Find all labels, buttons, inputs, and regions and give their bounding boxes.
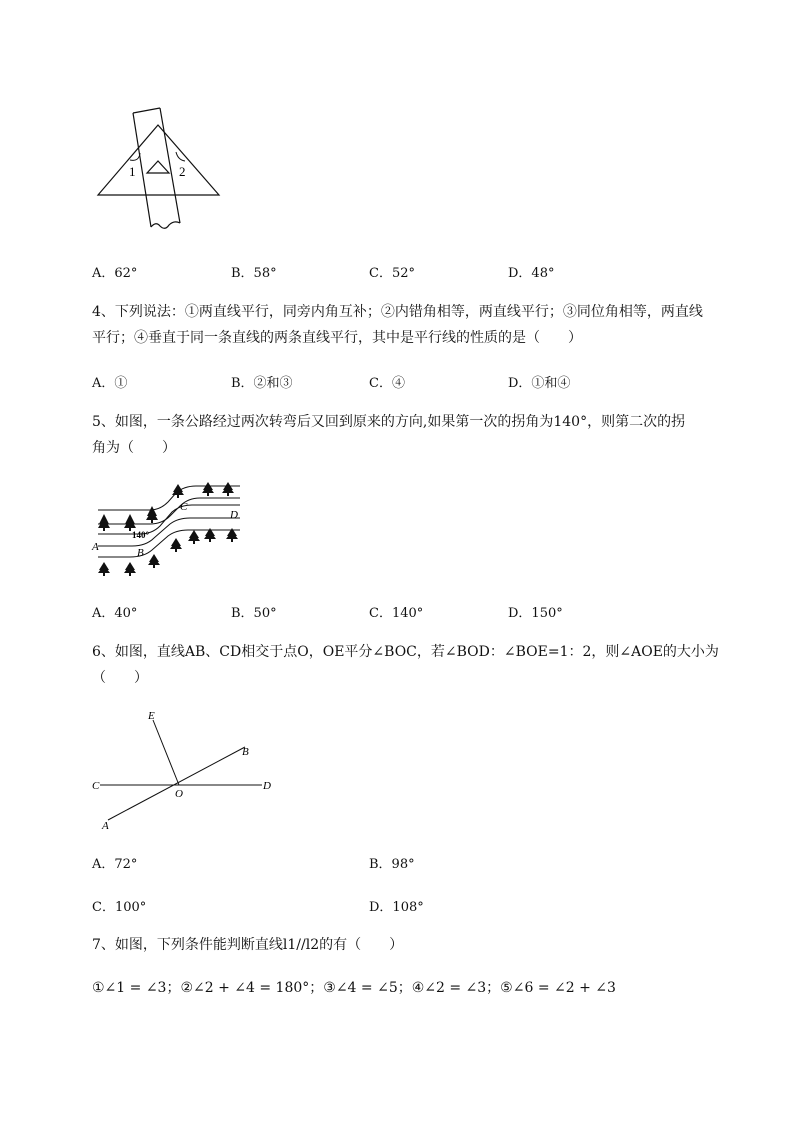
q7-stem: 7、如图，下列条件能判断直线l1//l2的有（ ） (92, 937, 404, 953)
q6-option-b[interactable]: B．98° (369, 857, 415, 872)
q5-option-a[interactable]: A．40° (92, 606, 138, 621)
q6-stem-line2: （ ） (92, 670, 148, 686)
q5-road-figure (90, 478, 250, 582)
q5-stem-line1: 5、如图，一条公路经过两次转弯后又回到原来的方向,如果第一次的拐角为140°，则第二次的拐 (92, 414, 686, 430)
point-c-label: C (92, 780, 100, 792)
q3-option-c[interactable]: C．52° (369, 266, 415, 281)
point-d-label: D (230, 509, 238, 521)
q4-option-b[interactable]: B．②和③ (231, 376, 293, 391)
point-b-label: B (137, 547, 144, 559)
angle-140-label: 140° (132, 530, 150, 540)
q5-option-c[interactable]: C．140° (369, 606, 424, 621)
tree-icons (98, 482, 238, 576)
q5-stem-line2: 角为（ ） (92, 440, 176, 456)
q3-option-d[interactable]: D．48° (508, 266, 555, 281)
point-b-label: B (242, 746, 249, 758)
q6-option-a[interactable]: A．72° (92, 857, 138, 872)
angle-1-label: 1 (129, 164, 136, 179)
q6-figure (90, 705, 280, 833)
q4-stem-line1: 4、下列说法：①两直线平行，同旁内角互补；②内错角相等，两直线平行；③同位角相等，两直线 (92, 304, 703, 320)
q4-option-d[interactable]: D．①和④ (508, 376, 571, 391)
q5-option-d[interactable]: D．150° (508, 606, 563, 621)
q7-conditions: ①∠1 = ∠3；②∠2 + ∠4 = 180°；③∠4 = ∠5；④∠2 = ∠3；⑤∠6 = ∠2 + ∠3 (92, 980, 616, 996)
q6-option-d[interactable]: D．108° (369, 900, 424, 915)
q4-stem-line2: 平行；④垂直于同一条直线的两条直线平行，其中是平行线的性质的是（ ） (92, 330, 582, 346)
q6-option-c[interactable]: C．100° (92, 900, 147, 915)
point-e-label: E (148, 710, 155, 722)
point-o-label: O (175, 788, 183, 800)
q5-option-b[interactable]: B．50° (231, 606, 277, 621)
point-c-label: C (180, 501, 188, 513)
q4-option-a[interactable]: A．① (92, 376, 128, 391)
point-a-label: A (102, 820, 109, 832)
q3-option-a[interactable]: A．62° (92, 266, 138, 281)
q6-stem-line1: 6、如图，直线AB、CD相交于点O，OE平分∠BOC，若∠BOD：∠BOE=1：2，则∠AOE的大小为 (92, 644, 719, 660)
point-a-label: A (92, 541, 99, 553)
q3-option-b[interactable]: B．58° (231, 266, 277, 281)
q3-figure (92, 105, 227, 235)
angle-2-label: 2 (179, 164, 186, 179)
q4-option-c[interactable]: C．④ (369, 376, 405, 391)
point-d-label: D (263, 780, 271, 792)
